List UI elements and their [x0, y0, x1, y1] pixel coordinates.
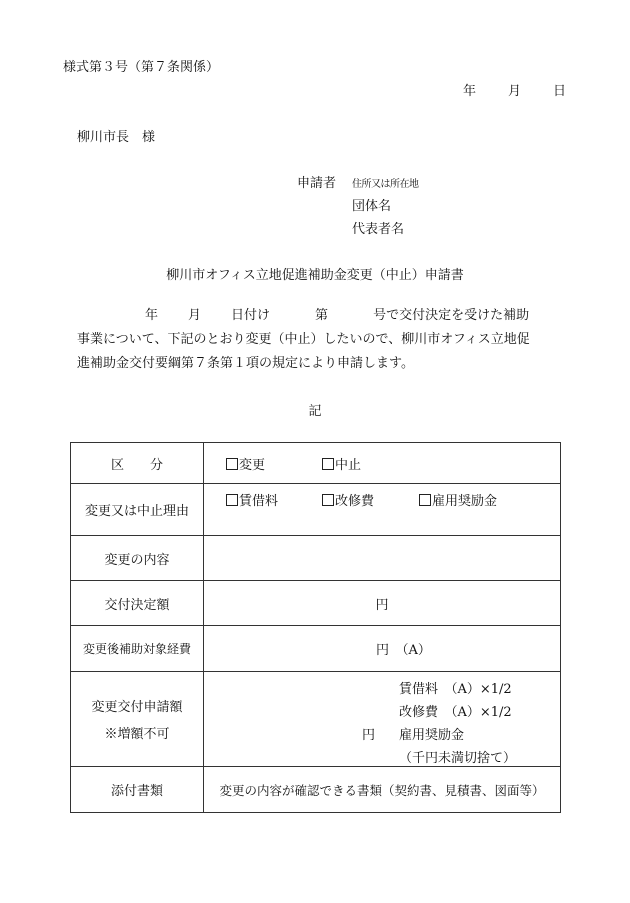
request-unit: 円 [362, 728, 376, 743]
date-year: 年 [463, 84, 477, 99]
table-row-category [71, 443, 561, 484]
date-day: 日 [553, 84, 567, 99]
checkbox-icon[interactable] [226, 494, 238, 506]
request-label [71, 672, 204, 767]
organization-label: 団体名 [352, 199, 392, 214]
reason-label: 変更又は中止理由 [71, 484, 204, 536]
category-options [204, 443, 561, 484]
option-cancel[interactable]: 中止 [322, 454, 361, 473]
ki-heading: 記 [308, 404, 322, 419]
form-number: 様式第３号（第７条関係） [63, 60, 220, 75]
request-note: （千円未満切捨て） [399, 751, 517, 766]
reason-options [204, 484, 561, 536]
request-value[interactable] [204, 672, 561, 767]
grant-value[interactable]: 円 [204, 581, 561, 626]
attach-label: 添付書類 [71, 767, 204, 813]
body-day: 日付け [231, 308, 271, 323]
table-row-request [71, 672, 561, 767]
body-number: 第 [315, 308, 329, 323]
request-label-line2: ※増額不可 [104, 727, 170, 742]
table-row-attach [71, 767, 561, 813]
checkbox-icon[interactable] [419, 494, 431, 506]
application-table [70, 442, 561, 813]
content-value[interactable] [204, 536, 561, 581]
cost-label: 変更後補助対象経費 [71, 626, 204, 672]
checkbox-icon[interactable] [322, 458, 334, 470]
body-line-1 [77, 304, 561, 328]
request-employment: 雇用奨励金 [399, 728, 465, 743]
applicant-label: 申請者 [297, 176, 337, 191]
attach-value: 変更の内容が確認できる書類（契約書、見積書、図面等） [204, 767, 561, 813]
request-details [204, 674, 560, 764]
category-label: 区 分 [71, 443, 204, 484]
date-line [463, 80, 566, 99]
content-label: 変更の内容 [71, 536, 204, 581]
checkbox-icon[interactable] [226, 458, 238, 470]
table-row-content [71, 536, 561, 581]
request-renovation: 改修費 （A）×1/2 [399, 705, 512, 720]
option-employment[interactable]: 雇用奨励金 [419, 490, 497, 509]
address-label: 住所又は所在地 [352, 179, 419, 190]
body-rest: 号で交付決定を受けた補助 [373, 308, 530, 323]
body-line-2: 事業について、下記のとおり変更（中止）したいので、柳川市オフィス立地促 [77, 332, 530, 347]
option-rent[interactable]: 賃借料 [226, 490, 322, 509]
option-change[interactable]: 変更 [226, 454, 322, 473]
addressee: 柳川市長 様 [77, 130, 156, 145]
option-renovation[interactable]: 改修費 [322, 490, 419, 509]
representative-label: 代表者名 [352, 222, 405, 237]
table-row-grant [71, 581, 561, 626]
body-line-3: 進補助金交付要綱第７条第１項の規定により申請します。 [77, 356, 414, 371]
document-title: 柳川市オフィス立地促進補助金変更（中止）申請書 [166, 268, 464, 283]
cost-value[interactable]: 円 （A） [204, 626, 561, 672]
body-year: 年 [145, 308, 159, 323]
table-row-reason [71, 484, 561, 536]
request-label-line1: 変更交付申請額 [91, 700, 183, 715]
checkbox-icon[interactable] [322, 494, 334, 506]
date-month: 月 [508, 84, 522, 99]
body-month: 月 [188, 308, 202, 323]
request-rent: 賃借料 （A）×1/2 [399, 682, 512, 697]
grant-label: 交付決定額 [71, 581, 204, 626]
body-paragraph [77, 304, 561, 376]
table-row-cost [71, 626, 561, 672]
